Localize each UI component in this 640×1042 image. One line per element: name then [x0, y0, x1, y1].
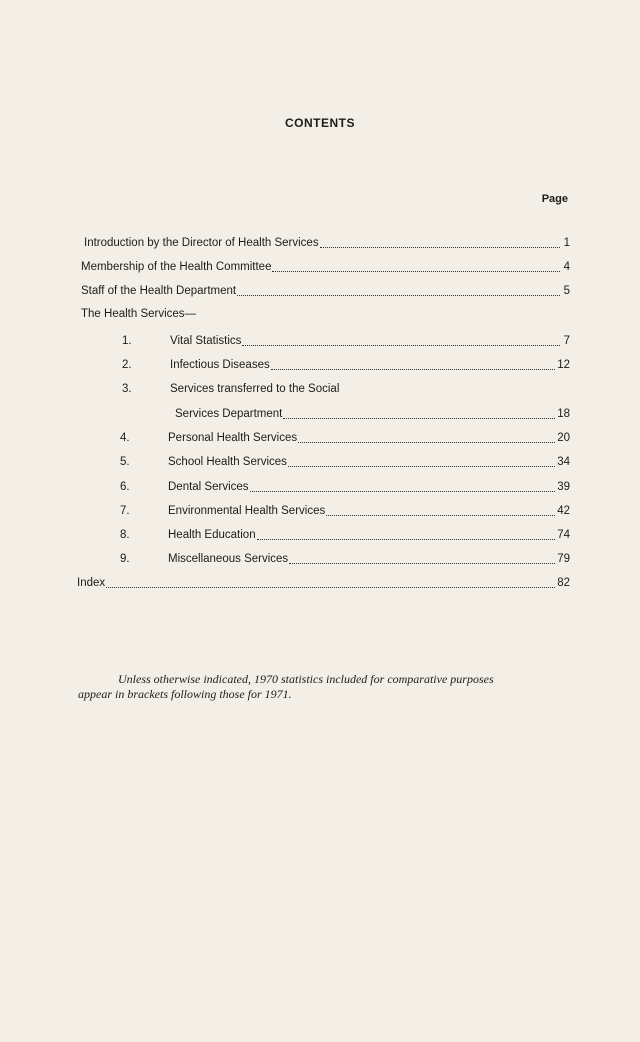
toc-entry-page: 82: [557, 577, 570, 589]
toc-entry-environmental-health[interactable]: [120, 504, 570, 518]
toc-entry-page: 7: [563, 335, 570, 347]
toc-entry-label: Services Department: [175, 408, 283, 420]
toc-entry-number: 6.: [120, 481, 130, 493]
toc-entry-introduction[interactable]: [84, 236, 570, 250]
toc-entry-miscellaneous[interactable]: [120, 552, 570, 566]
toc-entry-membership[interactable]: [81, 260, 570, 274]
toc-entry-page: 39: [557, 481, 570, 493]
toc-entry-number: 4.: [120, 432, 130, 444]
toc-entry-label: School Health Services: [168, 456, 287, 468]
dot-leader: [289, 563, 555, 564]
toc-entry-label: Membership of the Health Committee: [81, 261, 272, 273]
toc-entry-index[interactable]: [77, 576, 570, 590]
toc-entry-page: 5: [563, 285, 570, 297]
toc-entry-page: 74: [557, 529, 570, 541]
toc-entry-number: 9.: [120, 553, 130, 565]
toc-entry-page: 42: [557, 505, 570, 517]
toc-entry-label: Services transferred to the Social: [170, 383, 340, 395]
dot-leader: [326, 515, 555, 516]
toc-entry-health-education[interactable]: [120, 528, 570, 542]
toc-entry-label: Environmental Health Services: [168, 505, 326, 517]
dot-leader: [250, 491, 556, 492]
toc-entry-number: 1.: [122, 335, 132, 347]
toc-entry-label: Health Education: [168, 529, 256, 541]
dot-leader: [271, 369, 555, 370]
toc-entry-label: Introduction by the Director of Health Services: [84, 237, 319, 249]
footnote-line: appear in brackets following those for 1971.: [78, 687, 292, 701]
toc-entry-label: Miscellaneous Services: [168, 553, 289, 565]
toc-entry-label: Infectious Diseases: [170, 359, 270, 371]
toc-entry-label: Personal Health Services: [168, 432, 298, 444]
toc-entry-services-transferred[interactable]: [122, 382, 339, 396]
toc-entry-label: Staff of the Health Department: [81, 285, 237, 297]
page-title: CONTENTS: [285, 116, 355, 130]
page-column-label: Page: [541, 193, 568, 205]
dot-leader: [283, 418, 555, 419]
dot-leader: [106, 587, 555, 588]
toc-entry-label: Dental Services: [168, 481, 249, 493]
dot-leader: [320, 247, 560, 248]
toc-entry-school-health[interactable]: [120, 455, 570, 469]
toc-entry-services-department[interactable]: [175, 407, 570, 421]
dot-leader: [237, 295, 560, 296]
toc-entry-dental[interactable]: [120, 480, 570, 494]
toc-entry-number: 5.: [120, 456, 130, 468]
toc-entry-page: 1: [563, 237, 570, 249]
toc-entry-page: 4: [563, 261, 570, 273]
dot-leader: [288, 466, 555, 467]
toc-entry-personal-health[interactable]: [120, 431, 570, 445]
toc-entry-page: 20: [557, 432, 570, 444]
toc-entry-number: 2.: [122, 359, 132, 371]
footnote-line: Unless otherwise indicated, 1970 statistics included for comparative purposes: [118, 672, 494, 686]
toc-entry-vital-statistics[interactable]: [122, 334, 570, 348]
toc-entry-number: 8.: [120, 529, 130, 541]
toc-entry-page: 12: [557, 359, 570, 371]
toc-entry-page: 18: [557, 408, 570, 420]
toc-entry-label: Vital Statistics: [170, 335, 242, 347]
dot-leader: [257, 539, 556, 540]
toc-entry-label: Index: [77, 577, 106, 589]
dot-leader: [272, 271, 560, 272]
toc-entry-number: 3.: [122, 383, 132, 395]
toc-entry-page: 34: [557, 456, 570, 468]
toc-entry-infectious-diseases[interactable]: [122, 358, 570, 372]
toc-entry-staff[interactable]: [81, 284, 570, 298]
toc-section-heading: The Health Services—: [81, 308, 197, 320]
toc-entry-number: 7.: [120, 505, 130, 517]
footnote: [78, 672, 578, 702]
dot-leader: [298, 442, 555, 443]
toc-entry-page: 79: [557, 553, 570, 565]
dot-leader: [242, 345, 560, 346]
